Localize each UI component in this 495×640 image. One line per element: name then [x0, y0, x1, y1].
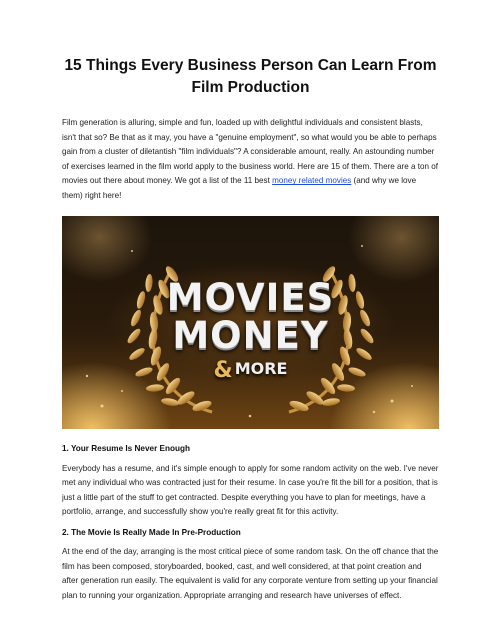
banner-line-money: MONEY [172, 313, 329, 357]
intro-text-end: (and why we love them) right here! [62, 176, 417, 200]
section-heading-2: 2. The Movie Is Really Made In Pre-Production [62, 527, 241, 537]
money-related-movies-link[interactable]: money related movies [272, 176, 352, 186]
intro-paragraph [62, 116, 439, 204]
movies-money-more-banner [62, 216, 439, 429]
page-title: 15 Things Every Business Person Can Learn From Film Production [64, 57, 437, 96]
banner-line-movies: MOVIES [166, 275, 335, 319]
section-body-2: At the end of the day, arranging is the most critical piece of some random task. On the off chance that the film has been composed, storyboarded, booked, cast, and well considered, at that point creation and after generation run easily. The equivalent is valid for any corporate venture from setting up your financial plan to running your organization. Appropriate arranging and research have universes of effect. [62, 546, 439, 600]
intro-text-start: Film generation is alluring, simple and fun, loaded up with delightful individuals and consistent blasts, isn't that so? Be that as it may, you have a "genuine employment", so what would you be able to perhaps gain from a cluster of diletantish "film individuals"? A considerable amount, really. An astounding number of exercises learned in the film world apply to the business world. Here are 15 of them. There are a ton of movies out there about money. We got a list of the 11 best [62, 118, 438, 186]
banner-line-more [62, 358, 439, 383]
section-heading-1: 1. Your Resume Is Never Enough [62, 443, 191, 453]
banner-ampersand: & [213, 357, 233, 383]
banner-more-text: MORE [234, 358, 288, 378]
section-body-1: Everybody has a resume, and it's simple enough to apply for some random activity on the web. I've never met any individual who was contracted just for their resume. In case you're fit the bill for a position, that is just a little part of the stuff to get contracted. Despite everything you have to plan for meetings, have a portfolio, arrange, and successfully show you're really great fit for this activity. [62, 463, 439, 517]
